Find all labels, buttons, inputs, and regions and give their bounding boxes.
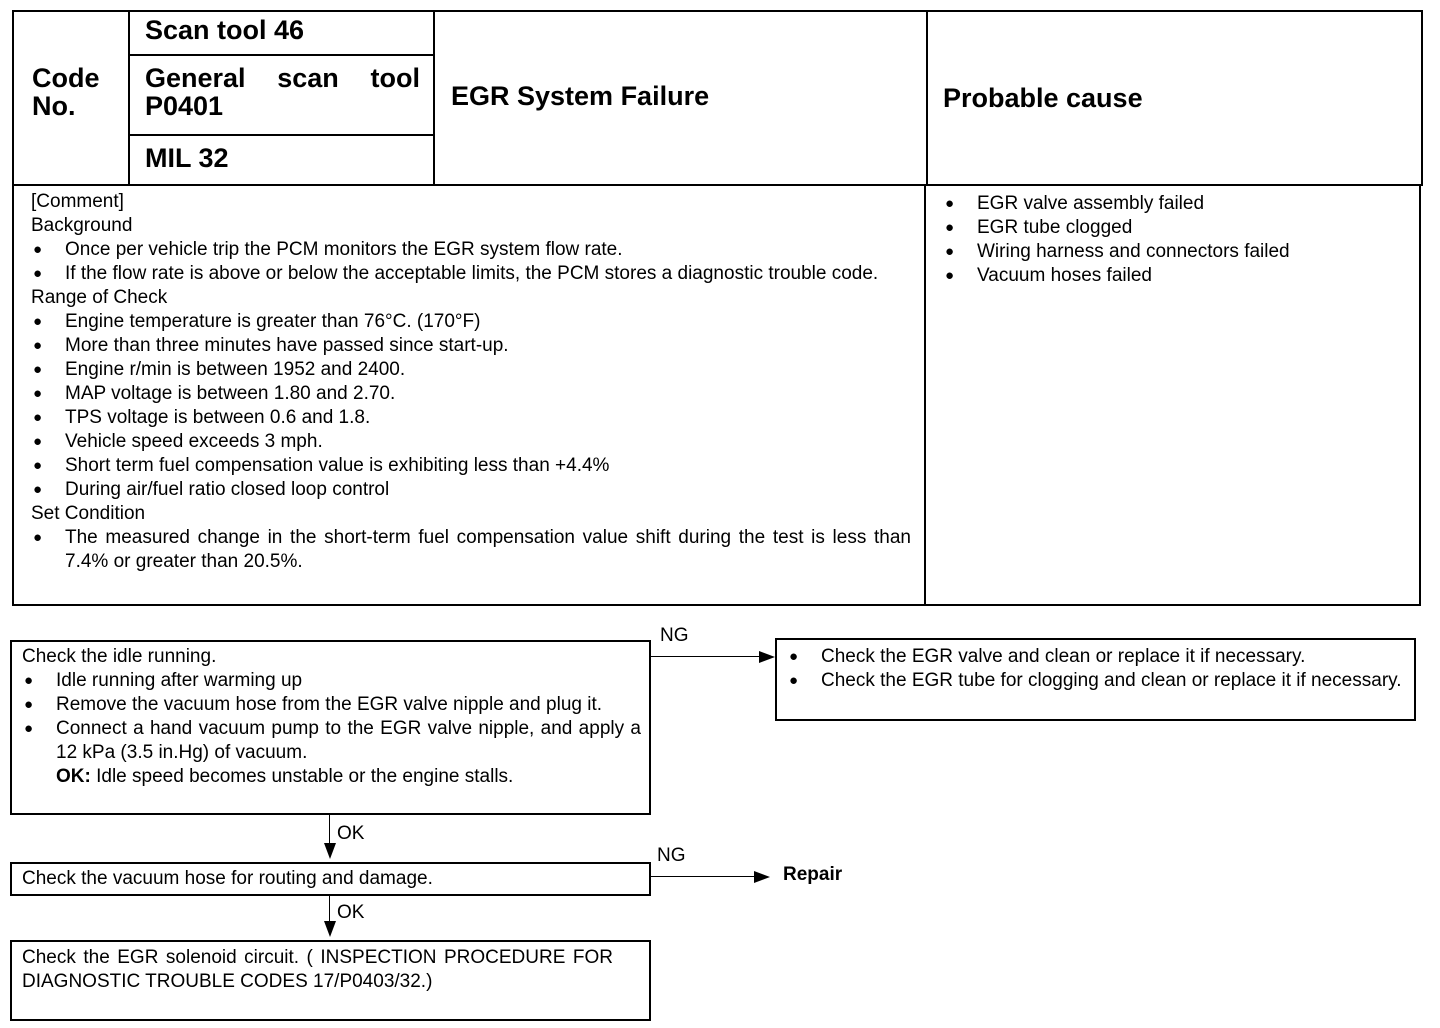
comment-section [31, 190, 911, 574]
list-item: ● Engine r/min is between 1952 and 2400. [31, 358, 911, 382]
list-item: ● If the flow rate is above or below the acceptable limits, the PCM stores a diagnostic trouble code. [31, 262, 911, 286]
step1-list [22, 669, 641, 765]
page-title: EGR System Failure [451, 81, 710, 111]
ng-label: NG [657, 845, 686, 866]
list-item: ● Idle running after warming up [22, 669, 641, 693]
cause-item: ● EGR valve assembly failed [943, 192, 1403, 216]
ok-arrow [329, 896, 330, 923]
ng1-result-box [775, 638, 1416, 721]
background-list [31, 238, 911, 286]
range-list [31, 310, 911, 502]
ok-text: Idle speed becomes unstable or the engine stalls. [96, 766, 514, 787]
ok-label: OK [337, 902, 365, 923]
ng-arrow [651, 876, 756, 877]
list-item: ● More than three minutes have passed since start-up. [31, 334, 911, 358]
list-item: ● Connect a hand vacuum pump to the EGR valve nipple, and apply a 12 kPa (3.5 in.Hg) of vacuum. [22, 717, 641, 765]
divider [128, 10, 130, 186]
background-label: Background [31, 215, 133, 236]
set-condition-label: Set Condition [31, 503, 146, 524]
list-item: ● Once per vehicle trip the PCM monitors the EGR system flow rate. [31, 238, 911, 262]
ok-label: OK: [56, 766, 91, 787]
mil-label: MIL 32 [145, 143, 229, 173]
arrow-head [324, 921, 336, 937]
ok-arrow [329, 815, 330, 845]
step2-box [10, 862, 651, 896]
scan-tool-label: Scan tool 46 [145, 15, 305, 45]
step1-ok-criterion [22, 765, 641, 789]
repair-label: Repair [783, 864, 843, 885]
list-item: ● Engine temperature is greater than 76°C. (170°F) [31, 310, 911, 334]
list-item: ● TPS voltage is between 0.6 and 1.8. [31, 406, 911, 430]
code-no-label: Code No. [32, 63, 100, 121]
step3-text: Check the EGR solenoid circuit. ( INSPECTION PROCEDURE FOR DIAGNOSTIC TROUBLE CODES 17/P0403/32.) [22, 947, 613, 992]
list-item: ● MAP voltage is between 1.80 and 2.70. [31, 382, 911, 406]
divider [128, 54, 435, 56]
list-item: ● Check the EGR valve and clean or replace it if necessary. [787, 645, 1406, 669]
cause-item: ● EGR tube clogged [943, 216, 1403, 240]
list-item: ● During air/fuel ratio closed loop control [31, 478, 911, 502]
step2-text: Check the vacuum hose for routing and damage. [22, 868, 433, 889]
arrow-head [754, 871, 770, 883]
divider [924, 184, 926, 606]
list-item: ● The measured change in the short-term fuel compensation value shift during the test is less than 7.4% or greater than 20.5%. [31, 526, 911, 574]
ng-label: NG [660, 625, 689, 646]
ng1-list [787, 645, 1406, 693]
list-item: ● Short term fuel compensation value is exhibiting less than +4.4% [31, 454, 911, 478]
general-scan-tool-label: General scan tool P0401 [145, 63, 420, 121]
set-condition-list [31, 526, 911, 574]
arrow-head [324, 843, 336, 859]
ng-arrow [651, 656, 761, 657]
cause-item: ● Wiring harness and connectors failed [943, 240, 1403, 264]
step1-title: Check the idle running. [22, 646, 217, 667]
divider [128, 134, 435, 136]
divider [433, 10, 435, 186]
causes-list [943, 192, 1403, 288]
step3-box [10, 940, 651, 1021]
probable-cause-heading: Probable cause [943, 83, 1143, 113]
causes-section [943, 192, 1403, 288]
list-item: ● Check the EGR tube for clogging and clean or replace it if necessary. [787, 669, 1406, 693]
list-item: ● Vehicle speed exceeds 3 mph. [31, 430, 911, 454]
comment-label: [Comment] [31, 191, 124, 212]
range-label: Range of Check [31, 287, 168, 308]
list-item: ● Remove the vacuum hose from the EGR valve nipple and plug it. [22, 693, 641, 717]
step1-box [10, 640, 651, 815]
arrow-head [759, 651, 775, 663]
ok-label: OK [337, 823, 365, 844]
cause-item: ● Vacuum hoses failed [943, 264, 1403, 288]
divider [926, 10, 928, 186]
